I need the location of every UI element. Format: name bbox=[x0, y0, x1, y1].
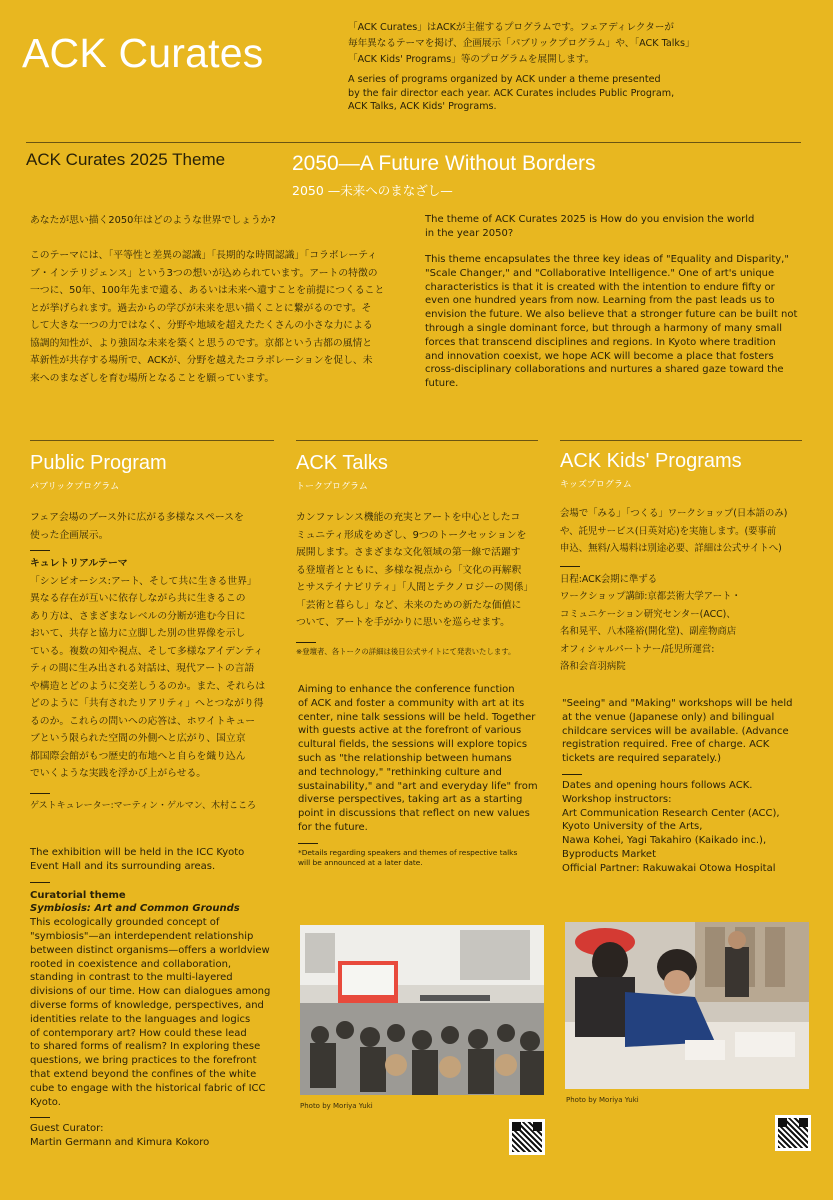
text-line: and technology," "rethinking culture and bbox=[298, 766, 502, 778]
text-line: of contemporary art? How could these lead bbox=[30, 1027, 247, 1039]
text-line: will be announced at a later date. bbox=[298, 858, 423, 868]
text-line: 「芸術と暮らし」など、未来のための新たな価値に bbox=[296, 599, 522, 611]
text-line: cross-disciplinary collaborations and nurtures a shared gaze toward the bbox=[425, 364, 784, 376]
theme-jp-question: あなたが思い描く2050年はどのような世界でしょうか? bbox=[30, 215, 276, 226]
divider bbox=[296, 642, 316, 643]
talks-subtitle: トークプログラム bbox=[296, 482, 368, 492]
text-line: とサステイナビリティ」「人間とテクノロジーの関係」 bbox=[296, 582, 534, 593]
theme-en-question bbox=[425, 213, 805, 241]
text-line: 一つに、50年、100年先まで遺る、あるいは未来へ遺すことを前提につくること bbox=[30, 285, 385, 296]
text-line: Dates and opening hours follows ACK. bbox=[562, 779, 753, 791]
divider bbox=[560, 566, 580, 567]
text-line: 異なる存在が互いに依存しながら共に生きるこの bbox=[30, 593, 246, 604]
text-line: diverse forms of knowledge, perspectives, and bbox=[30, 999, 264, 1011]
divider bbox=[30, 882, 50, 883]
text-line: tickets are required separately.) bbox=[562, 753, 722, 765]
text-line: このテーマには、「平等性と差異の認識」「長期的な時間認識」「コラボレーティ bbox=[30, 250, 377, 261]
text-line: future. bbox=[425, 378, 459, 390]
text-line: ブ・インテリジェンス」という3つの想いが込められています。アートの特徴の bbox=[30, 267, 378, 279]
text-line: オフィシャルパートナー/託児所運営: bbox=[560, 643, 715, 655]
text-line: "Scale Changer," and "Collaborative Intelligence." One of art's unique bbox=[425, 267, 775, 279]
divider bbox=[30, 550, 50, 551]
text-line: 来へのまなざしを育む場所となることを願っています。 bbox=[30, 372, 275, 384]
intro-jp-line: 「ACK Kids' Programs」等のプログラムを展開します。 bbox=[348, 54, 595, 65]
text-line: とが挙げられます。過去からの学びが未来を思い描くことに繋がるのです。そ bbox=[30, 302, 372, 314]
page-title: ACK Curates bbox=[22, 30, 264, 76]
text-line: between distinct organisms—offers a worldview bbox=[30, 944, 270, 956]
kids-photo-credit: Photo by Moriya Yuki bbox=[566, 1096, 639, 1104]
divider bbox=[560, 440, 802, 441]
text-line: divisions of our time. How can dialogues among bbox=[30, 986, 271, 998]
talks-en bbox=[298, 683, 548, 869]
text-line: envision the future. We also believe that a stronger future can be built not bbox=[425, 309, 798, 321]
text-line: コミュニケーション研究センター(ACC)、 bbox=[560, 608, 736, 620]
theme-subtitle: 2050 —未来へのまなざし— bbox=[292, 183, 453, 198]
text-line: that extend beyond the confines of the white bbox=[30, 1068, 257, 1080]
text-line: identities relate to the languages and logics bbox=[30, 1013, 251, 1025]
intro-jp-line: 「ACK Curates」はACKが主催するプログラムです。フェアディレクターが bbox=[348, 22, 675, 33]
text-line: Workshop instructors: bbox=[562, 793, 672, 805]
intro-en-line: ACK Talks, ACK Kids' Programs. bbox=[348, 101, 497, 112]
text-line: 使った企画展示。 bbox=[30, 529, 109, 541]
text-line: 日程:ACK会期に準ずる bbox=[560, 573, 658, 585]
guest-curator-jp: ゲストキュレーター:マーティン・ゲルマン、木村こころ bbox=[30, 800, 257, 811]
text-line: questions, we bring practices to the forefront bbox=[30, 1055, 257, 1067]
text-line: rooted in coexistence and collaboration, bbox=[30, 958, 232, 970]
text-line: sustainability," and "art and everyday life" from bbox=[298, 780, 538, 792]
text-line: や、託児サービス(日英対応)を実施します。(要事前 bbox=[560, 525, 777, 537]
text-line: "symbiosis"—an interdependent relationship bbox=[30, 930, 254, 942]
text-line: The exhibition will be held in the ICC Kyoto bbox=[30, 847, 245, 858]
text-line: 申込、無料/入場料は別途必要、詳細は公式サイトへ) bbox=[560, 543, 782, 554]
intro-en-line: A series of programs organized by ACK under a theme presented bbox=[348, 74, 661, 85]
text-line: point in discussions that reflect on new values bbox=[298, 808, 530, 820]
text-line: "Seeing" and "Making" workshops will be held bbox=[562, 698, 793, 709]
text-line: る登壇者とともに、多様な視点から「文化の再解釈 bbox=[296, 564, 522, 576]
text-line: ティの間に生み出される対話は、現代アートの言語 bbox=[30, 663, 255, 674]
divider bbox=[298, 843, 318, 844]
text-line: cultural fields, the sessions will explore topics bbox=[298, 739, 528, 751]
public-program-title: Public Program bbox=[30, 452, 167, 474]
text-line: ブという限られた空間の外側へと広がり、国立京 bbox=[30, 733, 246, 744]
text-line: るのか。これらの問いへの応答は、ホワイトキュー bbox=[30, 715, 256, 727]
text-line: to shared forms of realism? In exploring these bbox=[30, 1041, 261, 1053]
text-line: カンファレンス機能の充実とアートを中心としたコ bbox=[296, 512, 521, 523]
curatorial-theme-title-jp: 「シンビオーシス:アート、そして共に生きる世界」 bbox=[30, 575, 257, 587]
text-line: This theme encapsulates the three key ideas of "Equality and Disparity," bbox=[425, 254, 789, 265]
kids-jp bbox=[560, 505, 820, 676]
text-line: ている。複数の知や視点、そして多様なアイデンティ bbox=[30, 645, 264, 657]
curatorial-theme-label-jp: キュレトリアルテーマ bbox=[30, 558, 128, 569]
text-line: や構造とどのように交差しうるのか。また、それらは bbox=[30, 680, 266, 692]
text-line: Kyoto University of the Arts, bbox=[562, 821, 703, 833]
public-program-subtitle: パブリックプログラム bbox=[30, 482, 120, 492]
text-line: Official Partner: Rakuwakai Otowa Hospital bbox=[562, 862, 776, 874]
text-line: 洛和会音羽病院 bbox=[560, 661, 626, 672]
divider bbox=[296, 440, 538, 441]
text-line: of ACK and foster a community with art at its bbox=[298, 697, 525, 709]
text-line: どのように「共有されたリアリティ」へとつながり得 bbox=[30, 698, 264, 709]
text-line: through a single dominant force, but through a harmony of many small bbox=[425, 322, 783, 334]
text-line: 都国際会館がもつ歴史的布地へと自らを織り込ん bbox=[30, 750, 246, 762]
qr-code-icon bbox=[775, 1115, 811, 1151]
text-line: This ecologically grounded concept of bbox=[30, 917, 220, 929]
intro-jp-line: 毎年異なるテーマを掲げ、企画展示「パブリックプログラム」や、「ACK Talks」 bbox=[348, 38, 695, 49]
divider bbox=[30, 1117, 50, 1118]
text-line: ミュニティ形成をめざし、9つのトークセッションを bbox=[296, 529, 527, 541]
text-line: Kyoto. bbox=[30, 1096, 61, 1108]
text-line: フェア会場のブース外に広がる多様なスペースを bbox=[30, 512, 244, 523]
theme-label: ACK Curates 2025 Theme bbox=[26, 150, 226, 169]
text-line: ついて、アートを手がかりに思いを巡らせます。 bbox=[296, 617, 510, 628]
text-line: おいて、共存と協力に立脚した別の世界像を示し bbox=[30, 628, 246, 639]
talks-title: ACK Talks bbox=[296, 452, 388, 474]
public-program-jp bbox=[30, 509, 280, 815]
kids-title: ACK Kids' Programs bbox=[560, 450, 742, 472]
talks-photo-credit: Photo by Moriya Yuki bbox=[300, 1102, 373, 1110]
text-line: Event Hall and its surrounding areas. bbox=[30, 860, 216, 872]
text-line: forces that transcend disciplines and regions. In Kyoto where tradition bbox=[425, 336, 776, 348]
theme-title: 2050—A Future Without Borders bbox=[292, 152, 596, 175]
talks-photo bbox=[300, 925, 544, 1095]
text-line: ワークショップ講師:京都芸術大学アート・ bbox=[560, 591, 741, 602]
intro-en-line: by the fair director each year. ACK Curates includes Public Program, bbox=[348, 87, 675, 99]
text-line: 名和晃平、八木隆裕(開化堂)、副産物商店 bbox=[560, 626, 737, 637]
text-line: registration required. Free of charge. ACK bbox=[562, 739, 770, 751]
text-line: even one hundred years from now. Learning from the past leads us to bbox=[425, 295, 775, 307]
text-line: でいくような実践を浮かび上がらせる。 bbox=[30, 768, 207, 779]
intro-en bbox=[348, 73, 818, 114]
kids-photo bbox=[565, 922, 809, 1089]
text-line: Art Communication Research Center (ACC), bbox=[562, 807, 780, 819]
text-line: center, nine talk sessions will be held. Together bbox=[298, 711, 536, 723]
curatorial-theme-label: Curatorial theme bbox=[30, 889, 126, 901]
theme-jp-body bbox=[30, 247, 415, 387]
text-line: 会場で「みる」「つくる」ワークショップ(日本語のみ) bbox=[560, 508, 788, 519]
text-line: for the future. bbox=[298, 821, 368, 833]
text-line: and innovation coexist, we hope ACK will become a place that fosters bbox=[425, 350, 774, 362]
text-line: Nawa Kohei, Yagi Takahiro (Kaikado inc.), bbox=[562, 835, 767, 847]
intro-jp bbox=[348, 20, 818, 68]
curatorial-theme-title: Symbiosis: Art and Common Grounds bbox=[30, 903, 240, 915]
divider bbox=[562, 774, 582, 775]
text-line: *Details regarding speakers and themes of respective talks bbox=[298, 847, 518, 857]
divider bbox=[26, 142, 801, 143]
talks-jp bbox=[296, 509, 546, 657]
kids-subtitle: キッズプログラム bbox=[560, 480, 632, 490]
divider bbox=[30, 440, 274, 441]
text-line: あり方は、さまざまなレベルの分断が進む今日に bbox=[30, 610, 246, 622]
text-line: 革新性が共存する場所で、ACKが、分野を越えたコラボレーションを促し、未 bbox=[30, 355, 373, 366]
text-line: diverse perspectives, taking art as a starting bbox=[298, 794, 523, 806]
kids-en bbox=[562, 697, 822, 876]
text-line: 展開します。さまざまな文化領域の第一線で活躍す bbox=[296, 547, 521, 558]
text-line: 協調的知性が、より強固な未来を築くと思うのです。京都という古都の風情と bbox=[30, 337, 373, 349]
qr-code-icon bbox=[509, 1119, 545, 1155]
text-line: Aiming to enhance the conference function bbox=[298, 684, 515, 695]
public-program-en bbox=[30, 846, 280, 1150]
text-line: Byproducts Market bbox=[562, 848, 657, 860]
text-line: childcare services will be available. (Advance bbox=[562, 725, 789, 737]
divider bbox=[30, 793, 50, 794]
text-line: in the year 2050? bbox=[425, 227, 514, 239]
guest-curator: Martin Germann and Kimura Kokoro bbox=[30, 1137, 210, 1149]
text-line: して大きな一つの力ではなく、分野や地域を超えたたくさんの小さな力による bbox=[30, 320, 373, 331]
text-line: characteristics is that it is created with the intention to endure fifty or bbox=[425, 281, 775, 293]
text-line: at the venue (Japanese only) and bilingual bbox=[562, 711, 775, 723]
text-line: such as "the relationship between humans bbox=[298, 752, 512, 764]
text-line: The theme of ACK Curates 2025 is How do you envision the world bbox=[425, 214, 755, 225]
text-line: standing in contrast to the multi-layered bbox=[30, 972, 233, 984]
text-line: cube to engage with the historical fabric of ICC bbox=[30, 1082, 266, 1094]
talks-note-jp: ※登壇者、各トークの詳細は後日公式サイトにて発表いたします。 bbox=[296, 646, 516, 656]
text-line: with guests active at the forefront of various bbox=[298, 725, 522, 737]
theme-en-body bbox=[425, 253, 810, 391]
guest-curator-label: Guest Curator: bbox=[30, 1123, 104, 1135]
